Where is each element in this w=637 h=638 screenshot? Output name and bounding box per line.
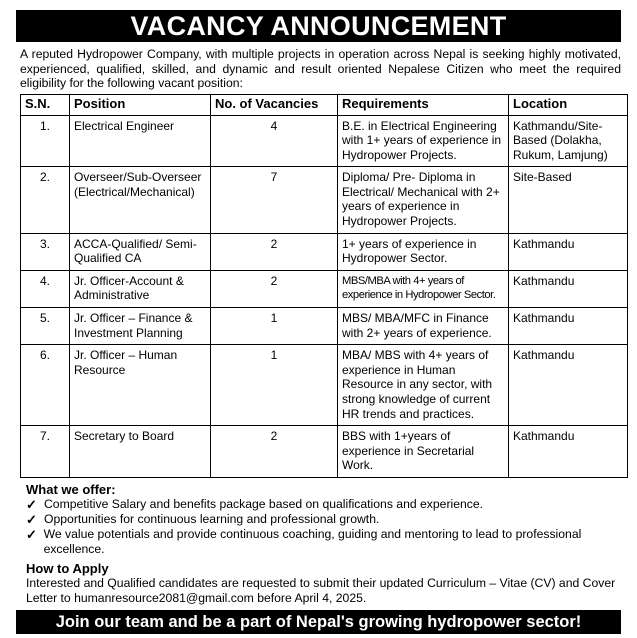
header-position: Position [70,94,211,115]
header-sn: S.N. [21,94,70,115]
row-vacancies: 2 [211,426,338,478]
footer-banner: Join our team and be a part of Nepal's growing hydropower sector! [16,610,621,634]
row-location: Site-Based [509,167,628,233]
row-vacancies: 2 [211,233,338,270]
offer-text: Opportunities for continuous learning and professional growth. [44,511,380,526]
header-location: Location [509,94,628,115]
table-row [21,308,628,345]
row-requirements: MBS/MBA with 4+ years of experience in Hydropower Sector. [338,270,509,307]
row-sn: 4. [21,270,70,307]
row-position: Electrical Engineer [70,115,211,167]
header-vacancies: No. of Vacancies [211,94,338,115]
checkmark-icon: ✓ [26,496,37,512]
row-vacancies: 7 [211,167,338,233]
offer-list [26,497,631,557]
list-item [26,527,631,557]
vacancy-table [20,94,628,478]
row-requirements: 1+ years of experience in Hydropower Sector. [338,233,509,270]
row-requirements: MBA/ MBS with 4+ years of experience in Human Resource in any sector, with strong knowledge of current HR trends and practices. [338,345,509,426]
table-row [21,233,628,270]
list-item [26,497,631,512]
table-row [21,426,628,478]
table-header-row [21,94,628,115]
row-vacancies: 4 [211,115,338,167]
row-location: Kathmandu [509,233,628,270]
intro-paragraph: A reputed Hydropower Company, with multiple projects in operation across Nepal is seeking highly motivated, experienced, qualified, skilled, and dynamic and result oriented Nepalese Citizen who meet the required eligibility for the following vacant position: [20,47,621,90]
row-vacancies: 1 [211,345,338,426]
row-sn: 6. [21,345,70,426]
row-position: ACCA-Qualified/ Semi-Qualified CA [70,233,211,270]
table-row [21,270,628,307]
apply-instructions: Interested and Qualified candidates are requested to submit their updated Curriculum – Vitae (CV) and Cover Letter to humanresource2081@gmail.com before April 4, 2025. [26,575,616,605]
checkmark-icon: ✓ [26,526,37,542]
offer-text: We value potentials and provide continuous coaching, guiding and mentoring to lead to professional excellence. [43,526,582,556]
offer-heading: What we offer: [26,481,116,497]
row-sn: 2. [21,167,70,233]
row-location: Kathmandu [509,345,628,426]
table-row [21,167,628,233]
page-title: VACANCY ANNOUNCEMENT [16,10,621,42]
row-requirements: B.E. in Electrical Engineering with 1+ years of experience in Hydropower Projects. [338,115,509,167]
row-requirements: Diploma/ Pre- Diploma in Electrical/ Mechanical with 2+ years of experience in Hydropower Projects. [338,167,509,233]
row-sn: 5. [21,308,70,345]
row-vacancies: 2 [211,270,338,307]
row-requirements: MBS/ MBA/MFC in Finance with 2+ years of experience. [338,308,509,345]
row-sn: 1. [21,115,70,167]
row-location: Kathmandu/Site-Based (Dolakha, Rukum, Lamjung) [509,115,628,167]
list-item [26,512,631,527]
row-vacancies: 1 [211,308,338,345]
row-location: Kathmandu [509,270,628,307]
header-requirements: Requirements [338,94,509,115]
offer-text: Competitive Salary and benefits package based on qualifications and experience. [44,496,484,511]
row-location: Kathmandu [509,308,628,345]
table-row [21,115,628,167]
row-sn: 7. [21,426,70,478]
row-position: Jr. Officer – Finance & Investment Planning [70,308,211,345]
vacancy-document [0,10,637,638]
apply-heading: How to Apply [26,560,109,576]
row-sn: 3. [21,233,70,270]
row-position: Jr. Officer – Human Resource [70,345,211,426]
row-position: Jr. Officer-Account & Administrative [70,270,211,307]
row-location: Kathmandu [509,426,628,478]
table-row [21,345,628,426]
row-position: Secretary to Board [70,426,211,478]
row-requirements: BBS with 1+years of experience in Secretarial Work. [338,426,509,478]
checkmark-icon: ✓ [26,511,37,527]
row-position: Overseer/Sub-Overseer (Electrical/Mechanical) [70,167,211,233]
